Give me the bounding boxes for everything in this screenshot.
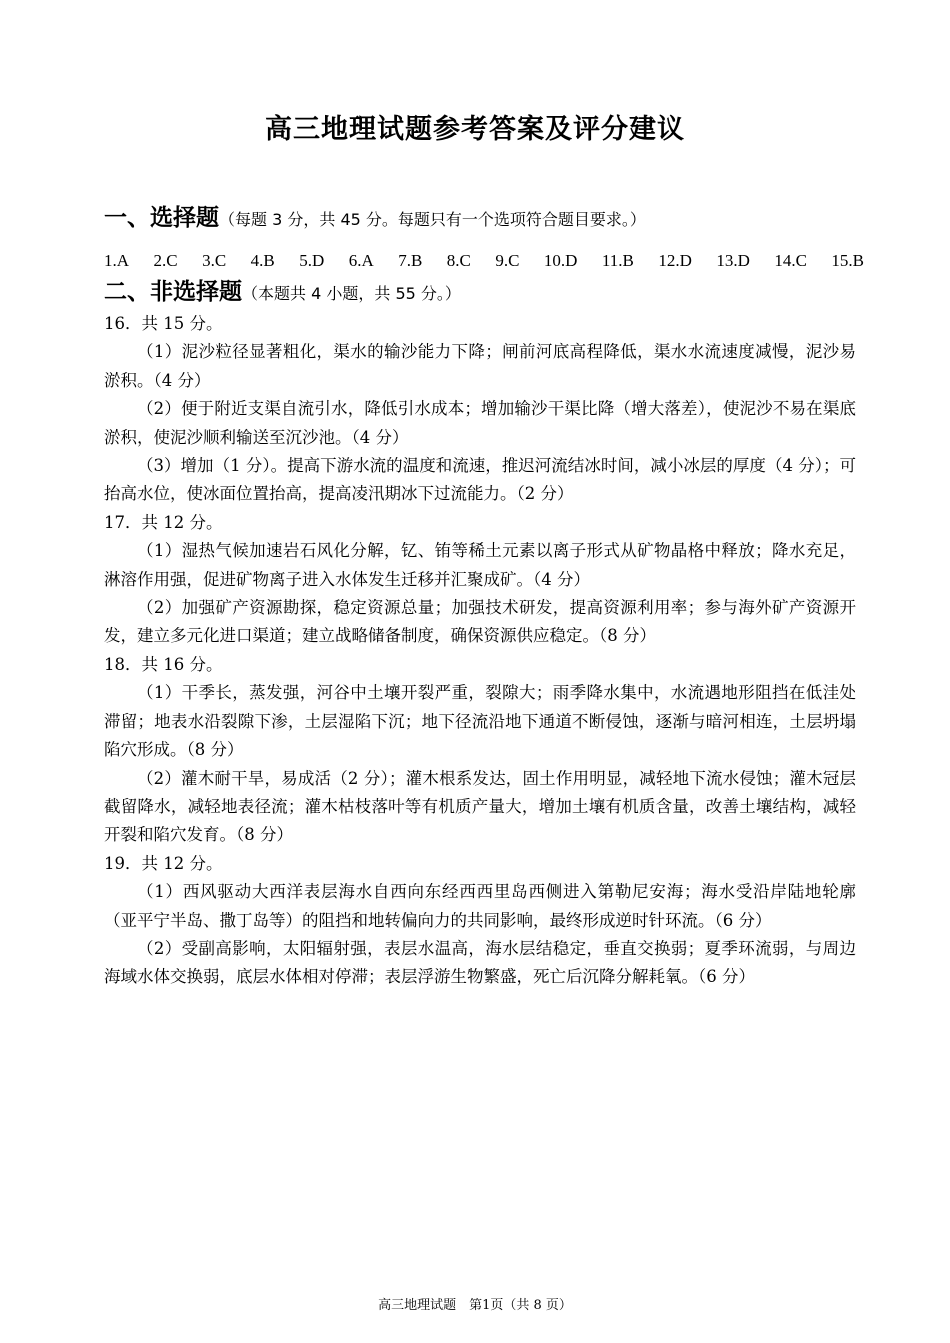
choice-answer: 14.C bbox=[774, 251, 807, 270]
choice-answer: 6.A bbox=[348, 251, 374, 270]
question-18-part-1: （1）干季长，蒸发强，河谷中土壤开裂严重，裂隙大；雨季降水集中，水流遇地形阻挡在低洼处滞留；地表水沿裂隙下渗，土层湿陷下沉；地下径流沿地下通道不断侵蚀，逐渐与暗河相连，土层坍塌陷穴形成。（8 分） bbox=[104, 683, 856, 760]
question-16-part-3: （3）增加（1 分）。提高下游水流的温度和流速，推迟河流结冰时间，减小冰层的厚度（4 分）；可抬高水位，使冰面位置抬高，提高凌汛期冰下过流能力。（2 分） bbox=[104, 456, 856, 504]
question-18-part-2: （2）灌木耐干旱，易成活（2 分）；灌木根系发达，固土作用明显，减轻地下流水侵蚀；灌木冠层截留降水，减轻地表径流；灌木枯枝落叶等有机质产量大，增加土壤有机质含量，改善土壤结构，减轻开裂和陷穴发育。（8 分） bbox=[104, 768, 856, 845]
choice-answer: 15.B bbox=[831, 251, 864, 270]
question-16-part-2: （2）便于附近支渠自流引水，降低引水成本；增加输沙干渠比降（增大落差），使泥沙不易在渠底淤积，使泥沙顺利输送至沉沙池。（4 分） bbox=[104, 399, 856, 447]
choice-answer: 2.C bbox=[153, 251, 178, 270]
choice-answer: 5.D bbox=[299, 251, 325, 270]
page-footer: 高三地理试题 第1页（共 8 页） bbox=[378, 1298, 572, 1313]
choice-answer: 3.C bbox=[202, 251, 227, 270]
nonchoice-answers bbox=[104, 310, 856, 992]
choice-answer: 1.A bbox=[104, 251, 130, 270]
question-17-part-1: （1）湿热气候加速岩石风化分解，钇、铕等稀土元素以离子形式从矿物晶格中释放；降水充足，淋溶作用强，促进矿物离子进入水体发生迁移并汇聚成矿。（4 分） bbox=[104, 541, 856, 589]
section-heading-choice-note: （每题 3 分，共 45 分。每题只有一个选项符合题目要求。） bbox=[219, 210, 646, 229]
choice-answer: 7.B bbox=[398, 251, 423, 270]
question-18-header: 18．共 16 分。 bbox=[104, 654, 223, 674]
choice-answer: 4.B bbox=[250, 251, 275, 270]
question-16-header: 16．共 15 分。 bbox=[104, 314, 223, 333]
question-16-part-1: （1）泥沙粒径显著粗化，渠水的输沙能力下降；闸前河底高程降低，渠水水流速度减慢，泥沙易淤积。（4 分） bbox=[104, 342, 856, 390]
choice-answer: 13.D bbox=[716, 251, 750, 270]
page-title: 高三地理试题参考答案及评分建议 bbox=[265, 114, 685, 145]
choice-answer: 9.C bbox=[495, 251, 520, 270]
question-19-header: 19．共 12 分。 bbox=[104, 853, 223, 873]
choice-answers-row bbox=[104, 248, 864, 274]
choice-answer: 11.B bbox=[601, 251, 634, 270]
question-19-part-2: （2）受副高影响，太阳辐射强，表层水温高，海水层结稳定，垂直交换弱；夏季环流弱，与周边海域水体交换弱，底层水体相对停滞；表层浮游生物繁盛，死亡后沉降分解耗氧。（6 分） bbox=[104, 938, 856, 987]
section-heading-nonchoice-note: （本题共 4 小题，共 55 分。） bbox=[242, 284, 461, 303]
question-17-part-2: （2）加强矿产资源勘探，稳定资源总量；加强技术研发，提高资源利用率；参与海外矿产资源开发，建立多元化进口渠道；建立战略储备制度，确保资源供应稳定。（8 分） bbox=[104, 598, 856, 646]
choice-answer: 10.D bbox=[543, 251, 578, 270]
section-heading-nonchoice-label: 二、非选择题 bbox=[104, 279, 242, 305]
section-heading-choice bbox=[104, 203, 646, 235]
question-17-header: 17．共 12 分。 bbox=[104, 512, 223, 532]
section-heading-choice-label: 一、选择题 bbox=[104, 205, 219, 231]
choice-answer: 12.D bbox=[658, 251, 692, 270]
section-heading-nonchoice bbox=[104, 277, 461, 309]
question-19-part-1: （1）西风驱动大西洋表层海水自西向东经西西里岛西侧进入第勒尼安海；海水受沿岸陆地轮廓（亚平宁半岛、撒丁岛等）的阻挡和地转偏向力的共同影响，最终形成逆时针环流。（6 分） bbox=[104, 882, 856, 930]
choice-answer: 8.C bbox=[446, 251, 471, 270]
